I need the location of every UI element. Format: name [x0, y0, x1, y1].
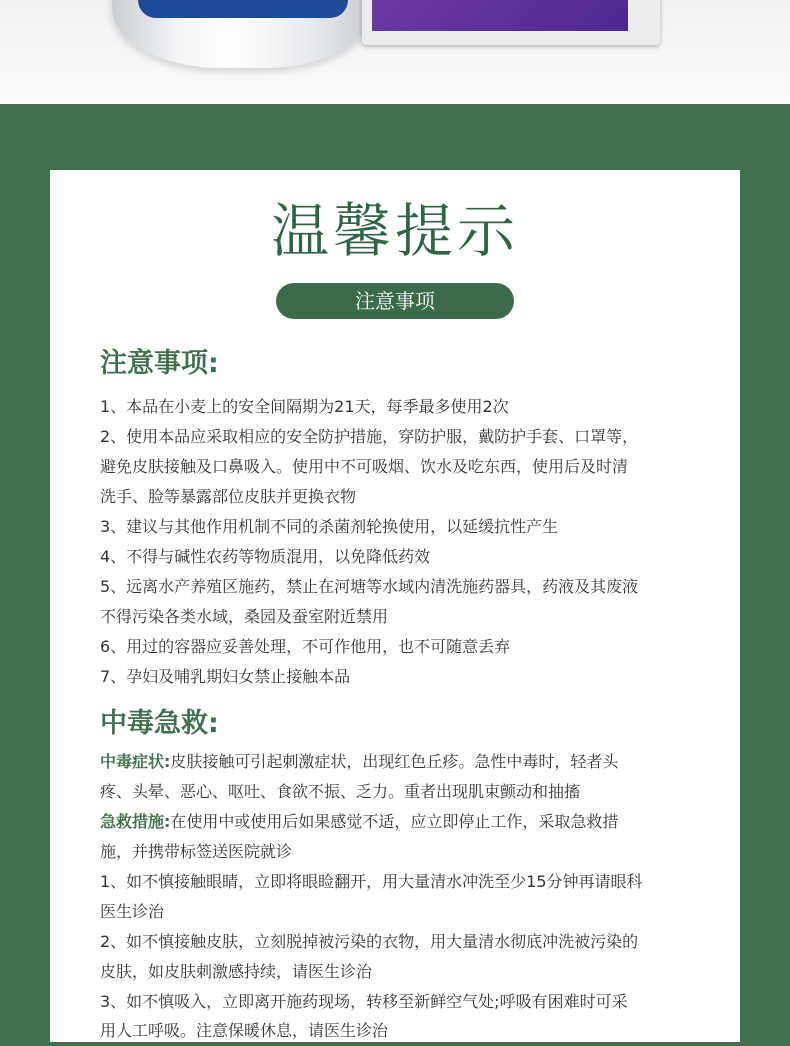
- precaution-line: 不得污染各类水域，桑园及蚕室附近禁用: [100, 607, 389, 626]
- precaution-line: 避免皮肤接触及口鼻吸入。使用中不可吸烟、饮水及吃东西，使用后及时清: [100, 457, 629, 476]
- precaution-line: 3、建议与其他作用机制不同的杀菌剂轮换使用，以延缓抗性产生: [100, 517, 559, 536]
- product-sachet-image: [362, 0, 660, 45]
- measures-text: 在使用中或使用后如果感觉不适，应立即停止工作，采取急救措: [170, 812, 619, 831]
- first-aid-line: 2、如不慎接触皮肤，立刻脱掉被污染的衣物，用大量清水彻底冲洗被污染的: [100, 932, 639, 951]
- first-aid-line: 用人工呼吸。注意保暖休息，请医生诊治: [100, 1021, 389, 1040]
- sachet-purple-print: [372, 0, 628, 31]
- product-photo-strip: [0, 0, 790, 104]
- page-title: 温馨提示: [270, 197, 519, 265]
- precaution-line: 1、本品在小麦上的安全间隔期为21天，每季最多使用2次: [100, 397, 509, 416]
- precaution-line: 洗手、脸等暴露部位皮肤并更换衣物: [100, 487, 357, 506]
- symptoms-label: 中毒症状:: [100, 752, 171, 771]
- first-aid-heading: 中毒急救:: [100, 708, 219, 739]
- bottle-label-band: [138, 0, 348, 18]
- product-bottle-image: [112, 0, 374, 68]
- subtitle-pill: 注意事项: [276, 283, 514, 319]
- precautions-heading: 注意事项:: [100, 348, 219, 379]
- precaution-line: 7、孕妇及哺乳期妇女禁止接触本品: [100, 667, 351, 686]
- measures-line: 施，并携带标签送医院就诊: [100, 842, 293, 861]
- measures-label: 急救措施:: [100, 812, 171, 831]
- first-aid-line: 皮肤，如皮肤刺激感持续，请医生诊治: [100, 962, 373, 981]
- symptoms-text: 皮肤接触可引起刺激症状，出现红色丘疹。急性中毒时，轻者头: [170, 752, 619, 771]
- precaution-line: 6、用过的容器应妥善处理，不可作他用，也不可随意丢弃: [100, 637, 511, 656]
- symptoms-line: [100, 747, 618, 777]
- precaution-line: 5、远离水产养殖区施药，禁止在河塘等水域内清洗施药器具，药液及其废液: [100, 577, 639, 596]
- precaution-line: 2、使用本品应采取相应的安全防护措施，穿防护服，戴防护手套、口罩等，: [100, 427, 639, 446]
- first-aid-line: 3、如不慎吸入，立即离开施药现场，转移至新鲜空气处;呼吸有困难时可采: [100, 992, 628, 1011]
- first-aid-line: 1、如不慎接触眼睛，立即将眼睑翻开，用大量清水冲洗至少15分钟再请眼科: [100, 872, 643, 891]
- precaution-line: 4、不得与碱性农药等物质混用，以免降低药效: [100, 547, 431, 566]
- first-aid-line: 医生诊治: [100, 902, 165, 921]
- symptoms-line: 疼、头晕、恶心、呕吐、食欲不振、乏力。重者出现肌束颤动和抽搐: [100, 782, 581, 801]
- measures-line: [100, 807, 618, 837]
